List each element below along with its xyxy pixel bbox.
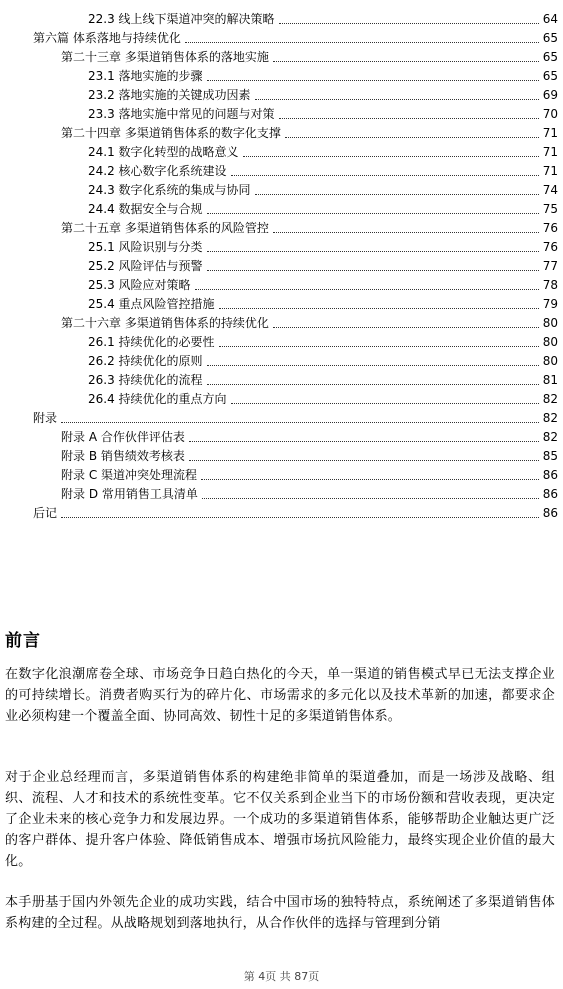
toc-leader-dots: [207, 213, 539, 214]
toc-entry-page: 86: [542, 468, 558, 482]
toc-leader-dots: [195, 289, 539, 290]
toc-entry-title: 24.1 数字化转型的战略意义: [88, 145, 239, 159]
toc-entry-title: 23.2 落地实施的关键成功因素: [88, 88, 251, 102]
toc-entry-page: 65: [542, 31, 558, 45]
toc-leader-dots: [255, 194, 539, 195]
toc-leader-dots: [207, 365, 539, 366]
toc-entry[interactable]: [88, 84, 558, 103]
toc-entry-page: 86: [542, 506, 558, 520]
toc-entry-title: 26.4 持续优化的重点方向: [88, 392, 227, 406]
toc-entry-page: 76: [542, 240, 558, 254]
toc-entry-title: 26.2 持续优化的原则: [88, 354, 203, 368]
toc-entry-page: 82: [542, 411, 558, 425]
toc-leader-dots: [207, 384, 539, 385]
toc-entry[interactable]: [88, 160, 558, 179]
toc-entry-title: 附录 D 常用销售工具清单: [61, 487, 198, 501]
toc-entry-title: 25.1 风险识别与分类: [88, 240, 203, 254]
toc-entry-title: 23.3 落地实施中常见的问题与对策: [88, 107, 275, 121]
toc-entry[interactable]: [61, 46, 558, 65]
toc-entry-page: 70: [542, 107, 558, 121]
toc-leader-dots: [219, 346, 539, 347]
toc-entry-page: 79: [542, 297, 558, 311]
toc-entry-page: 78: [542, 278, 558, 292]
toc-leader-dots: [279, 118, 539, 119]
toc-entry-page: 80: [542, 354, 558, 368]
toc-entry-page: 85: [542, 449, 558, 463]
toc-entry-title: 第二十六章 多渠道销售体系的持续优化: [61, 316, 269, 330]
toc-leader-dots: [255, 99, 539, 100]
toc-entry-title: 25.2 风险评估与预警: [88, 259, 203, 273]
toc-leader-dots: [202, 498, 539, 499]
toc-entry-title: 第六篇 体系落地与持续优化: [33, 31, 181, 45]
toc-entry[interactable]: [61, 483, 558, 502]
toc-entry-page: 77: [542, 259, 558, 273]
toc-entry-title: 附录 C 渠道冲突处理流程: [61, 468, 198, 482]
toc-entry-page: 71: [542, 164, 558, 178]
toc-entry[interactable]: [61, 445, 558, 464]
toc-leader-dots: [231, 403, 539, 404]
toc-entry-page: 69: [542, 88, 558, 102]
toc-leader-dots: [219, 308, 539, 309]
toc-leader-dots: [285, 137, 539, 138]
toc-entry-title: 附录 A 合作伙伴评估表: [61, 430, 185, 444]
toc-leader-dots: [273, 61, 539, 62]
toc-entry-page: 80: [542, 335, 558, 349]
preface-title: 前言: [5, 631, 41, 651]
toc-leader-dots: [207, 251, 539, 252]
toc-leader-dots: [61, 422, 539, 423]
toc-entry[interactable]: [88, 369, 558, 388]
toc-entry-page: 65: [542, 50, 558, 64]
toc-entry-page: 80: [542, 316, 558, 330]
toc-entry[interactable]: [61, 426, 558, 445]
toc-entry-title: 第二十五章 多渠道销售体系的风险管控: [61, 221, 269, 235]
toc-leader-dots: [207, 270, 539, 271]
toc-entry[interactable]: [88, 255, 558, 274]
toc-entry-title: 24.3 数字化系统的集成与协同: [88, 183, 251, 197]
toc-entry[interactable]: [88, 103, 558, 122]
toc-entry-page: 86: [542, 487, 558, 501]
preface-paragraph-3: 本手册基于国内外领先企业的成功实践，结合中国市场的独特特点，系统阐述了多渠道销售体系构建的全过程。从战略规划到落地执行，从合作伙伴的选择与管理到分销: [5, 895, 555, 931]
toc-entry[interactable]: [88, 65, 558, 84]
toc-leader-dots: [231, 175, 539, 176]
toc-entry[interactable]: [88, 388, 558, 407]
toc-entry[interactable]: [88, 293, 558, 312]
toc-entry-page: 71: [542, 126, 558, 140]
toc-entry[interactable]: [61, 464, 558, 483]
toc-leader-dots: [201, 479, 539, 480]
toc-entry[interactable]: [88, 236, 558, 255]
toc-leader-dots: [189, 441, 539, 442]
toc-entry-title: 第二十四章 多渠道销售体系的数字化支撑: [61, 126, 281, 140]
preface-paragraph-2: 对于企业总经理而言，多渠道销售体系的构建绝非简单的渠道叠加，而是一场涉及战略、组织、流程、人才和技术的系统性变革。它不仅关系到企业当下的市场份额和营收表现，更决定了企业未来的核心竞争力和发展边界。一个成功的多渠道销售体系，能够帮助企业触达更广泛的客户群体、提升客户体验、降低销售成本、增强市场抗风险能力，最终实现企业价值的最大化。: [5, 770, 555, 869]
toc-entry-title: 后记: [33, 506, 58, 520]
toc-entry-page: 81: [542, 373, 558, 387]
toc-entry-title: 23.1 落地实施的步骤: [88, 69, 203, 83]
toc-leader-dots: [61, 517, 539, 518]
toc-entry-page: 76: [542, 221, 558, 235]
toc-leader-dots: [273, 232, 539, 233]
toc-entry[interactable]: [61, 217, 558, 236]
toc-entry-title: 第二十三章 多渠道销售体系的落地实施: [61, 50, 269, 64]
toc-entry-page: 71: [542, 145, 558, 159]
toc-entry-title: 25.3 风险应对策略: [88, 278, 191, 292]
toc-entry[interactable]: [61, 122, 558, 141]
toc-entry[interactable]: [88, 141, 558, 160]
toc-entry[interactable]: [88, 8, 558, 27]
toc-entry[interactable]: [88, 350, 558, 369]
toc-entry[interactable]: [33, 27, 558, 46]
toc-entry-page: 65: [542, 69, 558, 83]
toc-entry[interactable]: [88, 198, 558, 217]
toc-leader-dots: [189, 460, 539, 461]
toc-entry-title: 22.3 线上线下渠道冲突的解决策略: [88, 12, 275, 26]
toc-entry-title: 26.3 持续优化的流程: [88, 373, 203, 387]
preface-paragraph-1: 在数字化浪潮席卷全球、市场竞争日趋白热化的今天，单一渠道的销售模式早已无法支撑企业的可持续增长。消费者购买行为的碎片化、市场需求的多元化以及技术革新的加速，都要求企业必须构建一个覆盖全面、协同高效、韧性十足的多渠道销售体系。: [5, 667, 555, 724]
page-footer: 第 4页 共 87页: [243, 970, 320, 983]
toc-entry-title: 24.2 核心数字化系统建设: [88, 164, 227, 178]
toc-entry[interactable]: [33, 502, 558, 521]
toc-entry[interactable]: [61, 312, 558, 331]
toc-entry[interactable]: [88, 274, 558, 293]
toc-entry-title: 附录: [33, 411, 58, 425]
toc-entry-page: 74: [542, 183, 558, 197]
toc-leader-dots: [279, 23, 539, 24]
toc-entry-title: 25.4 重点风险管控措施: [88, 297, 215, 311]
toc-leader-dots: [243, 156, 539, 157]
toc-leader-dots: [273, 327, 539, 328]
toc-leader-dots: [185, 42, 539, 43]
toc-entry-title: 附录 B 销售绩效考核表: [61, 449, 185, 463]
toc-entry-page: 82: [542, 392, 558, 406]
toc-leader-dots: [207, 80, 539, 81]
toc-entry-title: 26.1 持续优化的必要性: [88, 335, 215, 349]
toc-entry-title: 24.4 数据安全与合规: [88, 202, 203, 216]
toc-entry[interactable]: [33, 407, 558, 426]
toc-entry-page: 64: [542, 12, 558, 26]
toc-entry-page: 75: [542, 202, 558, 216]
toc-entry-page: 82: [542, 430, 558, 444]
toc-entry[interactable]: [88, 179, 558, 198]
toc-entry[interactable]: [88, 331, 558, 350]
